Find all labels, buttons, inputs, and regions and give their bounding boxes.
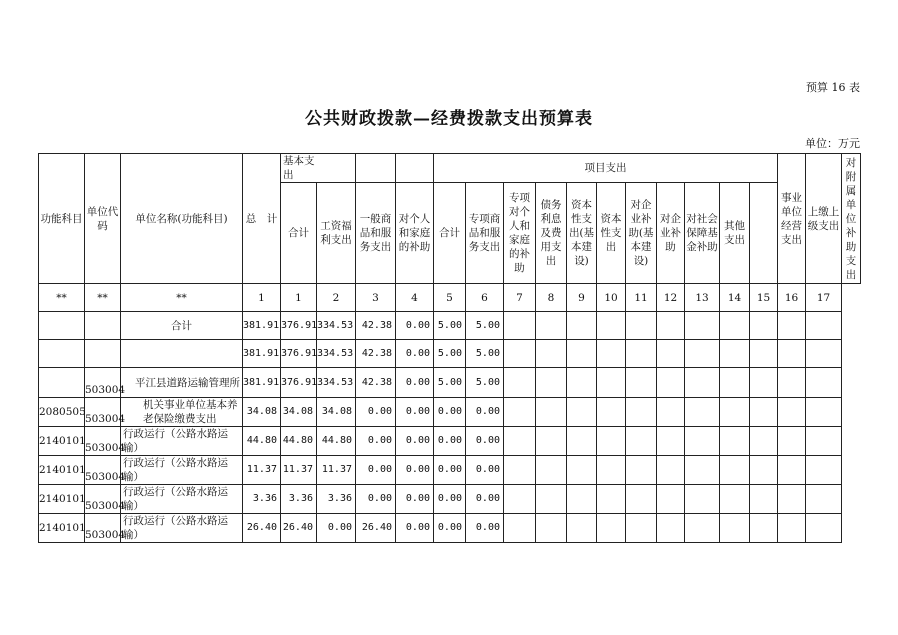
col-number: 13 <box>685 284 720 312</box>
empty-cell <box>657 312 685 340</box>
table-row <box>39 340 861 368</box>
col-number: ** <box>85 284 121 312</box>
empty-cell <box>504 398 536 427</box>
empty-cell <box>597 398 626 427</box>
cell-unit-code: 503004 <box>85 456 121 485</box>
page-title: 公共财政拨款—经费拨款支出预算表 <box>305 109 593 129</box>
empty-cell <box>806 427 842 456</box>
cell-func-code: 2140101 <box>39 456 85 485</box>
col-number: 3 <box>356 284 396 312</box>
empty-cell <box>597 427 626 456</box>
empty-cell <box>597 456 626 485</box>
empty-cell <box>567 485 597 514</box>
cell-proj-sum: 5.00 <box>434 340 466 368</box>
cell-goods: 0.00 <box>356 398 396 427</box>
header-proj-ent-infra: 对企业补助(基本建设) <box>626 183 657 284</box>
cell-func-code: 2140101 <box>39 485 85 514</box>
header-proj-other: 其他支出 <box>720 183 750 284</box>
col-number: 12 <box>657 284 685 312</box>
cell-basic-sum: 26.40 <box>281 514 317 543</box>
col-number: ** <box>121 284 243 312</box>
empty-cell <box>626 456 657 485</box>
col-number: 2 <box>317 284 356 312</box>
empty-cell <box>567 398 597 427</box>
cell-goods: 42.38 <box>356 368 396 398</box>
col-number: 16 <box>778 284 806 312</box>
header-unit-code: 单位代码 <box>85 154 121 284</box>
cell-personal: 0.00 <box>396 368 434 398</box>
cell-unit-name: 行政运行（公路水路运输） <box>121 427 243 456</box>
empty-cell <box>536 456 567 485</box>
cell-personal: 0.00 <box>396 456 434 485</box>
table-row <box>39 427 861 456</box>
empty-cell <box>806 398 842 427</box>
empty-cell <box>720 456 750 485</box>
cell-total: 44.80 <box>243 427 281 456</box>
empty-cell <box>685 514 720 543</box>
header-basic-goods: 一般商品和服务支出 <box>356 183 396 284</box>
cell-basic-sum: 376.91 <box>281 340 317 368</box>
col-number: 6 <box>466 284 504 312</box>
header-project-group: 项目支出 <box>434 154 778 183</box>
empty-cell <box>720 368 750 398</box>
empty-cell <box>504 456 536 485</box>
empty-cell <box>806 485 842 514</box>
cell-func-code <box>39 340 85 368</box>
table-row <box>39 398 861 427</box>
cell-total: 381.91 <box>243 368 281 398</box>
empty-cell <box>685 368 720 398</box>
empty-cell <box>536 368 567 398</box>
cell-unit-code: 503004 <box>85 427 121 456</box>
empty-cell <box>536 312 567 340</box>
empty-cell <box>597 514 626 543</box>
empty-cell <box>778 514 806 543</box>
cell-unit-code <box>85 312 121 340</box>
empty-cell <box>567 514 597 543</box>
empty-cell <box>626 514 657 543</box>
header-proj-capital-infra: 资本性支出(基本建设) <box>567 183 597 284</box>
cell-total: 3.36 <box>243 485 281 514</box>
empty-cell <box>720 312 750 340</box>
empty-cell <box>567 368 597 398</box>
cell-total: 381.91 <box>243 340 281 368</box>
header-func-code: 功能科目 <box>39 154 85 284</box>
cell-salary: 11.37 <box>317 456 356 485</box>
empty-cell <box>567 312 597 340</box>
empty-cell <box>657 514 685 543</box>
header-row-top <box>39 154 861 183</box>
empty-cell <box>626 398 657 427</box>
table-row <box>39 514 861 543</box>
col-number: 1 <box>243 284 281 312</box>
empty-cell <box>626 312 657 340</box>
empty-cell <box>567 340 597 368</box>
cell-unit-code: 503004 <box>85 514 121 543</box>
empty-cell <box>778 368 806 398</box>
cell-salary: 3.36 <box>317 485 356 514</box>
cell-total: 381.91 <box>243 312 281 340</box>
empty-cell <box>685 398 720 427</box>
cell-proj-goods: 0.00 <box>466 427 504 456</box>
empty-cell <box>806 340 842 368</box>
empty-cell <box>657 456 685 485</box>
cell-unit-name: 机关事业单位基本养老保险缴费支出 <box>121 398 243 427</box>
cell-salary: 334.53 <box>317 312 356 340</box>
cell-func-code: 2080505 <box>39 398 85 427</box>
header-unit-name: 单位名称(功能科目) <box>121 154 243 284</box>
empty-cell <box>750 398 778 427</box>
cell-salary: 334.53 <box>317 340 356 368</box>
empty-cell <box>720 427 750 456</box>
empty-cell <box>806 312 842 340</box>
cell-goods: 0.00 <box>356 427 396 456</box>
empty-cell <box>597 312 626 340</box>
empty-cell <box>504 312 536 340</box>
empty-cell <box>750 340 778 368</box>
cell-func-code <box>39 312 85 340</box>
empty-cell <box>657 340 685 368</box>
col-number: 1 <box>281 284 317 312</box>
cell-salary: 34.08 <box>317 398 356 427</box>
table-row <box>39 312 861 340</box>
empty-cell <box>597 368 626 398</box>
empty-cell <box>657 427 685 456</box>
col-number: 17 <box>806 284 842 312</box>
cell-personal: 0.00 <box>396 514 434 543</box>
empty-cell <box>778 340 806 368</box>
empty-cell <box>536 398 567 427</box>
cell-personal: 0.00 <box>396 340 434 368</box>
cell-basic-sum: 376.91 <box>281 312 317 340</box>
empty-cell <box>806 456 842 485</box>
empty-cell <box>597 340 626 368</box>
empty-cell <box>536 514 567 543</box>
header-basic-personal: 对个人和家庭的补助 <box>396 183 434 284</box>
empty-cell <box>685 427 720 456</box>
cell-proj-goods: 0.00 <box>466 514 504 543</box>
empty-cell <box>685 312 720 340</box>
empty-cell <box>720 398 750 427</box>
col-number: 4 <box>396 284 434 312</box>
cell-salary: 334.53 <box>317 368 356 398</box>
cell-func-code <box>39 368 85 398</box>
empty-cell <box>657 398 685 427</box>
cell-proj-goods: 0.00 <box>466 485 504 514</box>
cell-unit-name: 平江县道路运输管理所 <box>121 368 243 398</box>
cell-salary: 0.00 <box>317 514 356 543</box>
table-row <box>39 456 861 485</box>
cell-proj-sum: 0.00 <box>434 398 466 427</box>
col-number: 11 <box>626 284 657 312</box>
empty-cell <box>657 368 685 398</box>
empty-cell <box>806 368 842 398</box>
empty-cell <box>504 340 536 368</box>
cell-proj-sum: 5.00 <box>434 368 466 398</box>
col-number: ** <box>39 284 85 312</box>
cell-basic-sum: 11.37 <box>281 456 317 485</box>
empty-cell <box>657 485 685 514</box>
cell-basic-sum: 44.80 <box>281 427 317 456</box>
cell-unit-name <box>121 340 243 368</box>
cell-basic-sum: 34.08 <box>281 398 317 427</box>
cell-personal: 0.00 <box>396 427 434 456</box>
header-sub-subsidy: 对附属单位补助支出 <box>842 154 861 284</box>
cell-goods: 42.38 <box>356 340 396 368</box>
empty-cell <box>750 368 778 398</box>
cell-unit-name: 行政运行（公路水路运输） <box>121 485 243 514</box>
cell-proj-goods: 5.00 <box>466 312 504 340</box>
empty-cell <box>750 514 778 543</box>
cell-proj-goods: 5.00 <box>466 340 504 368</box>
cell-proj-goods: 0.00 <box>466 398 504 427</box>
empty-cell <box>536 485 567 514</box>
header-basic-group: 基本支出 <box>281 154 317 183</box>
header-proj-social: 对社会保障基金补助 <box>685 183 720 284</box>
col-number: 15 <box>750 284 778 312</box>
header-proj-ent: 对企业补助 <box>657 183 685 284</box>
cell-proj-sum: 0.00 <box>434 514 466 543</box>
empty-cell <box>778 398 806 427</box>
empty-cell <box>504 485 536 514</box>
empty-cell <box>685 485 720 514</box>
empty-cell <box>504 427 536 456</box>
cell-personal: 0.00 <box>396 398 434 427</box>
cell-goods: 42.38 <box>356 312 396 340</box>
cell-salary: 44.80 <box>317 427 356 456</box>
empty-cell <box>720 340 750 368</box>
empty-cell <box>626 368 657 398</box>
header-remit-up: 上缴上级支出 <box>806 154 842 284</box>
col-number: 5 <box>434 284 466 312</box>
cell-unit-name: 行政运行（公路水路运输） <box>121 456 243 485</box>
empty-cell <box>626 340 657 368</box>
header-basic-blank <box>356 154 396 183</box>
table-row <box>39 485 861 514</box>
empty-cell <box>778 456 806 485</box>
col-number: 7 <box>504 284 536 312</box>
cell-proj-goods: 5.00 <box>466 368 504 398</box>
header-basic-subtotal: 合计 <box>281 183 317 284</box>
header-proj-debt: 债务利息及费用支出 <box>536 183 567 284</box>
empty-cell <box>750 485 778 514</box>
empty-cell <box>504 368 536 398</box>
empty-cell <box>536 340 567 368</box>
header-total: 总 计 <box>243 154 281 284</box>
empty-cell <box>750 312 778 340</box>
empty-cell <box>685 456 720 485</box>
header-biz-ops: 事业单位经营支出 <box>778 154 806 284</box>
cell-personal: 0.00 <box>396 312 434 340</box>
cell-proj-sum: 0.00 <box>434 456 466 485</box>
cell-proj-sum: 0.00 <box>434 485 466 514</box>
col-number: 9 <box>567 284 597 312</box>
cell-total: 34.08 <box>243 398 281 427</box>
cell-func-code: 2140101 <box>39 427 85 456</box>
empty-cell <box>567 456 597 485</box>
header-proj-personal: 专项对个人和家庭的补助 <box>504 183 536 284</box>
cell-unit-name: 合计 <box>121 312 243 340</box>
header-basic-blank <box>317 154 356 183</box>
empty-cell <box>750 456 778 485</box>
table-row <box>39 368 861 398</box>
cell-proj-sum: 5.00 <box>434 312 466 340</box>
header-proj-capital: 资本性支出 <box>597 183 626 284</box>
empty-cell <box>685 340 720 368</box>
cell-goods: 0.00 <box>356 456 396 485</box>
empty-cell <box>778 485 806 514</box>
empty-cell <box>720 514 750 543</box>
empty-cell <box>626 427 657 456</box>
empty-cell <box>567 427 597 456</box>
cell-personal: 0.00 <box>396 485 434 514</box>
col-number: 8 <box>536 284 567 312</box>
header-proj-subtotal: 合计 <box>434 183 466 284</box>
cell-goods: 26.40 <box>356 514 396 543</box>
header-basic-salary: 工资福利支出 <box>317 183 356 284</box>
empty-cell <box>504 514 536 543</box>
cell-unit-code: 503004 <box>85 485 121 514</box>
cell-unit-name: 行政运行（公路水路运输） <box>121 514 243 543</box>
header-proj-goods: 专项商品和服务支出 <box>466 183 504 284</box>
cell-basic-sum: 3.36 <box>281 485 317 514</box>
cell-total: 26.40 <box>243 514 281 543</box>
empty-cell <box>778 312 806 340</box>
empty-cell <box>750 427 778 456</box>
unit-label: 单位：万元 <box>805 137 860 150</box>
col-number: 10 <box>597 284 626 312</box>
cell-goods: 0.00 <box>356 485 396 514</box>
empty-cell <box>806 514 842 543</box>
col-number: 14 <box>720 284 750 312</box>
cell-proj-goods: 0.00 <box>466 456 504 485</box>
cell-proj-sum: 0.00 <box>434 427 466 456</box>
cell-total: 11.37 <box>243 456 281 485</box>
cell-unit-code <box>85 340 121 368</box>
header-number-row <box>39 284 861 312</box>
budget-table <box>38 153 861 543</box>
cell-basic-sum: 376.91 <box>281 368 317 398</box>
cell-func-code: 2140101 <box>39 514 85 543</box>
cell-unit-code: 503004 <box>85 398 121 427</box>
table-number-label: 预算 16 表 <box>806 81 860 94</box>
header-basic-blank <box>396 154 434 183</box>
cell-unit-code: 503004 <box>85 368 121 398</box>
empty-cell <box>720 485 750 514</box>
empty-cell <box>626 485 657 514</box>
empty-cell <box>778 427 806 456</box>
empty-cell <box>536 427 567 456</box>
empty-cell <box>597 485 626 514</box>
